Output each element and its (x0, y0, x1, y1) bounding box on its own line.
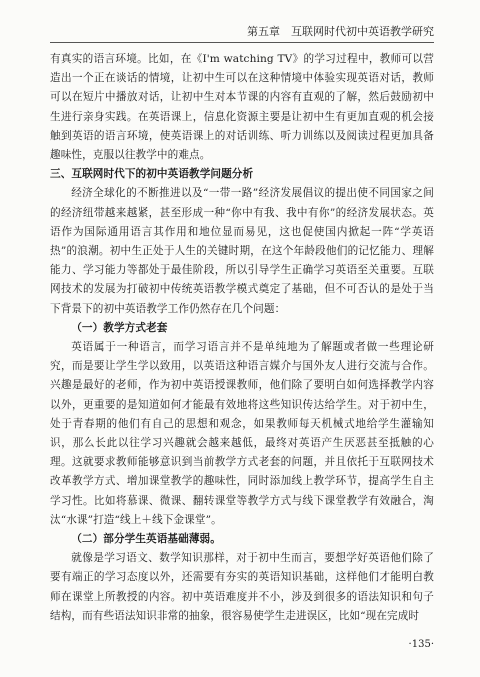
running-header (50, 22, 434, 43)
page-body (50, 50, 434, 626)
paragraph-continued: 有真实的语言环境。比如，在《I'm watching TV》的学习过程中，教师可以营造出一个正在谈话的情境，让初中生可以在这种情境中体验实现英语对话，教师可以在短片中播放对话，让初中生对本节课的内容有直观的了解，然后鼓励初中生进行亲身实践。在英语课上，信息化资源主要是让初中生有更加直观的机会接触到英语的语言环境，使英语课上的对话训练、听力训练以及阅读过程更加具备趣味性，克服以往教学中的难点。 (50, 53, 434, 162)
paragraph-problem-intro: 经济全球化的不断推进以及“一带一路”经济发展倡议的提出使不同国家之间的经济纽带越来越紧，甚至形成一种“你中有我、我中有你”的经济发展状态。英语作为国际通用语言其作用和地位显而易见，这也促使国内掀起一阵“学英语热”的浪潮。初中生正处于人生的关键时期，在这个年龄段他们的记忆能力、理解能力、学习能力等都处于最佳阶段，所以引导学生正确学习英语至关重要。互联网技术的发展为打破初中传统英语教学模式奠定了基础，但不可否认的是处于当下背景下的初中英语教学工作仍然存在几个问题： (50, 187, 434, 315)
subsection-heading-1: （一）教学方式老套 (71, 321, 168, 334)
section-heading: 三、互联网时代下的初中英语教学问题分析 (50, 168, 254, 181)
page-number: ·135· (408, 639, 434, 650)
paragraph-teaching-methods: 英语属于一种语言，而学习语言并不是单纯地为了解题或者做一些理论研究，而是要让学生学以致用，以英语这种语言媒介与国外友人进行交流与合作。兴趣是最好的老师，作为初中英语授课教师，他们除了要明白如何选择教学内容以外，更重要的是知道如何才能最有效地将这些知识传达给学生。对于初中生，处于青春期的他们有自己的思想和观念，如果教师每天机械式地给学生灌输知识，那么长此以往学习兴趣就会越来越低，最终对英语产生厌恶甚至抵触的心理。这就要求教师能够意识到当前教学方式老套的问题，并且依托于互联网技术改革教学方式、增加课堂教学的趣味性，同时添加线上教学环节，提高学生自主学习性。比如将慕课、微课、翻转课堂等教学方式与线下课堂教学有效融合，淘汰“水课”打造“线上＋线下金课堂”。 (50, 341, 434, 526)
running-title: 第五章 互联网时代初中英语教学研究 (247, 25, 434, 38)
paragraph-weak-foundation: 就像是学习语文、数学知识那样，对于初中生而言，要想学好英语他们除了要有端正的学习态度以外，还需要有夯实的英语知识基础，这样他们才能明白教师在课堂上所教授的内容。初中英语难度并不小，涉及到很多的语法知识和句子结构，而有些语法知识非常的抽象，很容易使学生走进误区，比如“现在完成时 (50, 552, 434, 622)
subsection-heading-2: （二）部分学生英语基础薄弱。 (71, 533, 221, 546)
